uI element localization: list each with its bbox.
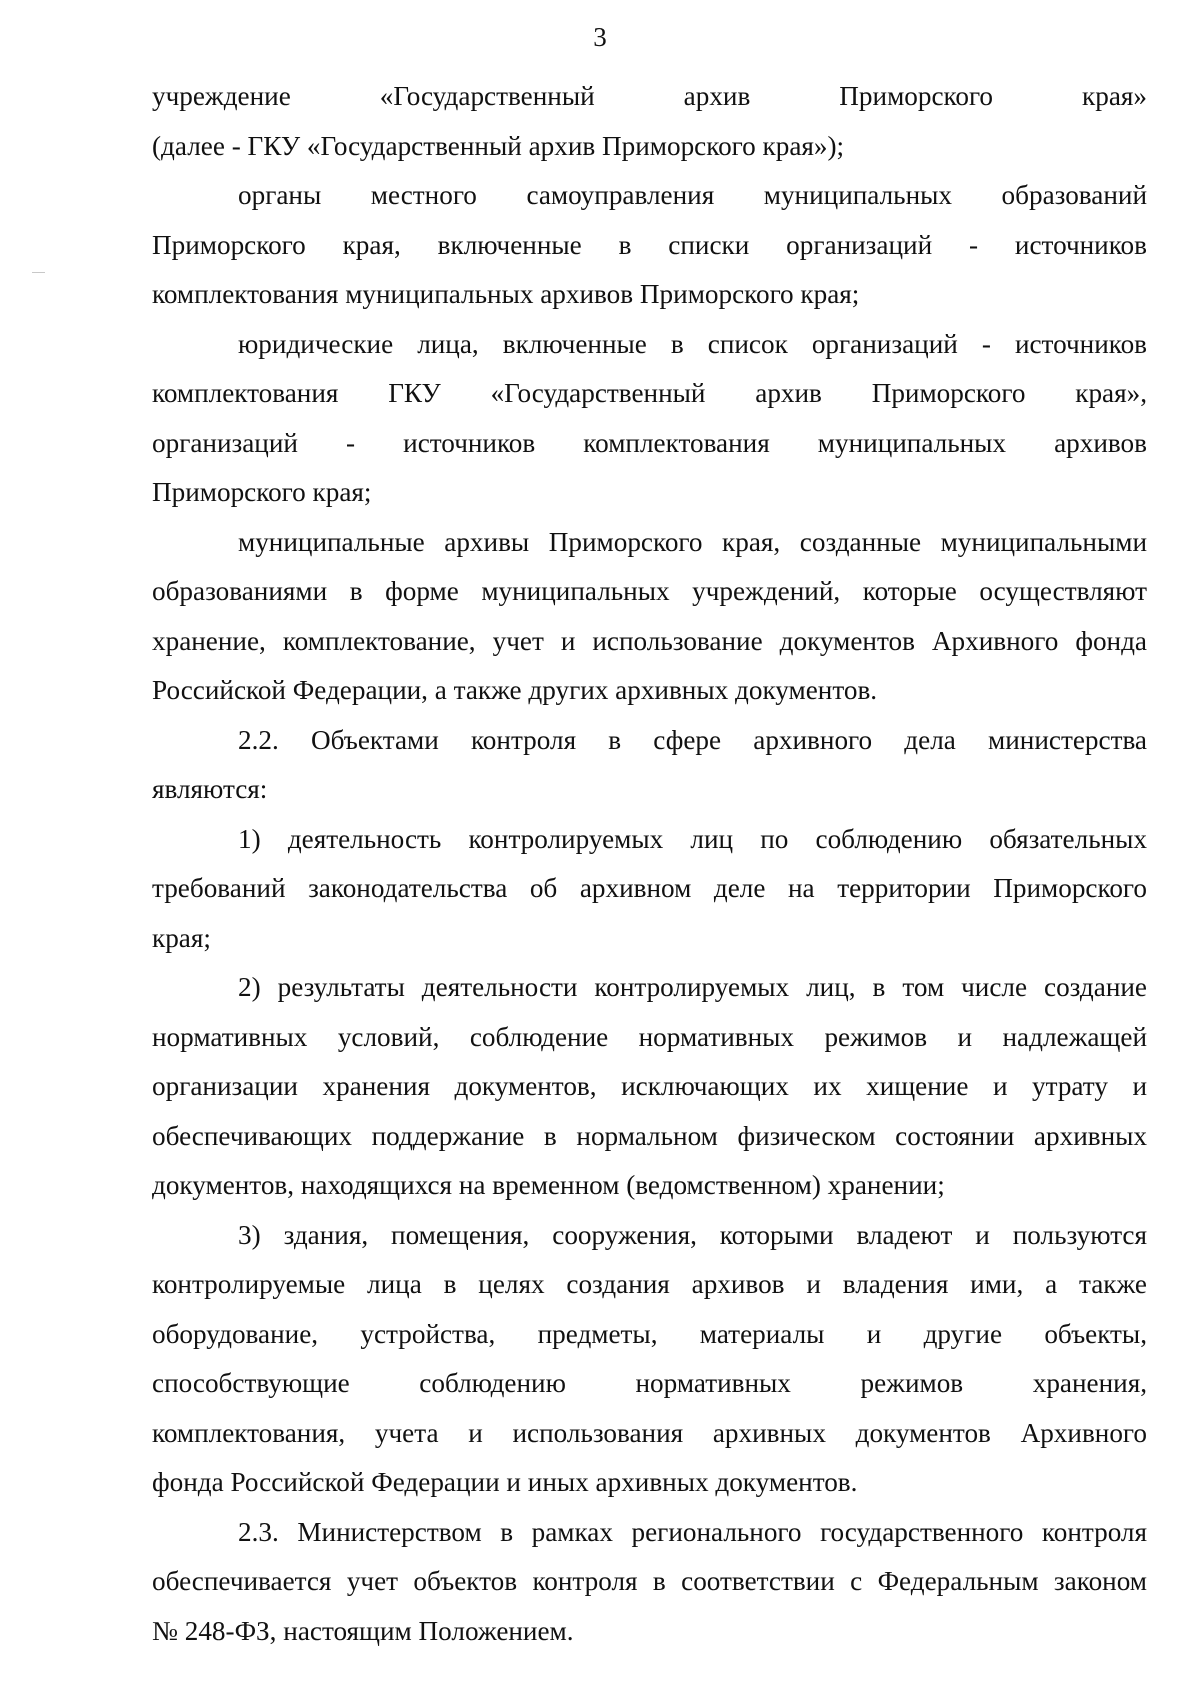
text-line: требований законодательства об архивном деле на территории Приморского (152, 873, 1147, 903)
text-line: нормативных условий, соблюдение нормативных режимов и надлежащей (152, 1021, 1147, 1052)
text-line: (далее - ГКУ «Государственный архив Приморского края»); (152, 130, 845, 161)
text-line: № 248-ФЗ, настоящим Положением. (152, 1615, 574, 1646)
paragraph-section-2-2 (152, 716, 1147, 815)
text-line: способствующие соблюдению нормативных режимов хранения, (152, 1368, 1147, 1398)
text-line: Российской Федерации, а также других архивных документов. (152, 675, 878, 705)
paragraph-local-government-bodies (152, 171, 1147, 320)
text-line: комплектования, учета и использования архивных документов Архивного (152, 1417, 1147, 1448)
text-line: оборудование, устройства, предметы, материалы и другие объекты, (152, 1318, 1147, 1349)
text-line: органы местного самоуправления муниципальных образований (238, 180, 1147, 210)
text-line: хранение, комплектование, учет и использование документов Архивного фонда (152, 625, 1147, 656)
text-line: документов, находящихся на временном (ведомственном) хранении; (152, 1170, 945, 1200)
paragraph-legal-entities (152, 320, 1147, 518)
text-line: фонда Российской Федерации и иных архивных документов. (152, 1467, 858, 1497)
document-body (152, 72, 1147, 1656)
text-line: края; (152, 922, 211, 953)
paragraph-institution-name (152, 72, 1147, 171)
text-line: контролируемые лица в целях создания архивов и владения ими, а также (152, 1269, 1147, 1299)
paragraph-municipal-archives (152, 518, 1147, 716)
text-line: организации хранения документов, исключающих их хищение и утрату и (152, 1071, 1147, 1101)
text-line: являются: (152, 774, 268, 804)
text-line: 3) здания, помещения, сооружения, которыми владеют и пользуются (238, 1219, 1147, 1250)
text-line: обеспечивающих поддержание в нормальном физическом состоянии архивных (152, 1120, 1147, 1151)
text-line: Приморского края, включенные в списки организаций - источников (152, 229, 1147, 260)
text-line: Приморского края; (152, 477, 372, 507)
text-line: комплектования ГКУ «Государственный архив Приморского края», (152, 378, 1147, 408)
text-line: 1) деятельность контролируемых лиц по соблюдению обязательных (238, 823, 1147, 854)
paragraph-item-2 (152, 963, 1147, 1211)
text-line: 2.2. Объектами контроля в сфере архивного дела министерства (238, 724, 1147, 755)
paragraph-section-2-3 (152, 1508, 1147, 1657)
text-line: образованиями в форме муниципальных учреждений, которые осуществляют (152, 576, 1147, 606)
text-line: учреждение «Государственный архив Приморского края» (152, 81, 1147, 111)
text-line: обеспечивается учет объектов контроля в соответствии с Федеральным законом (152, 1566, 1147, 1596)
paragraph-item-1 (152, 815, 1147, 964)
text-line: комплектования муниципальных архивов Приморского края; (152, 279, 860, 309)
text-line: 2) результаты деятельности контролируемых лиц, в том числе создание (238, 972, 1147, 1002)
scan-mark (32, 272, 45, 273)
paragraph-item-3 (152, 1211, 1147, 1508)
text-line: юридические лица, включенные в список организаций - источников (238, 328, 1147, 359)
text-line: организаций - источников комплектования муниципальных архивов (152, 427, 1147, 458)
text-line: 2.3. Министерством в рамках регионального государственного контроля (238, 1516, 1147, 1547)
page-number: 3 (593, 22, 607, 52)
text-line: муниципальные архивы Приморского края, созданные муниципальными (238, 526, 1147, 557)
